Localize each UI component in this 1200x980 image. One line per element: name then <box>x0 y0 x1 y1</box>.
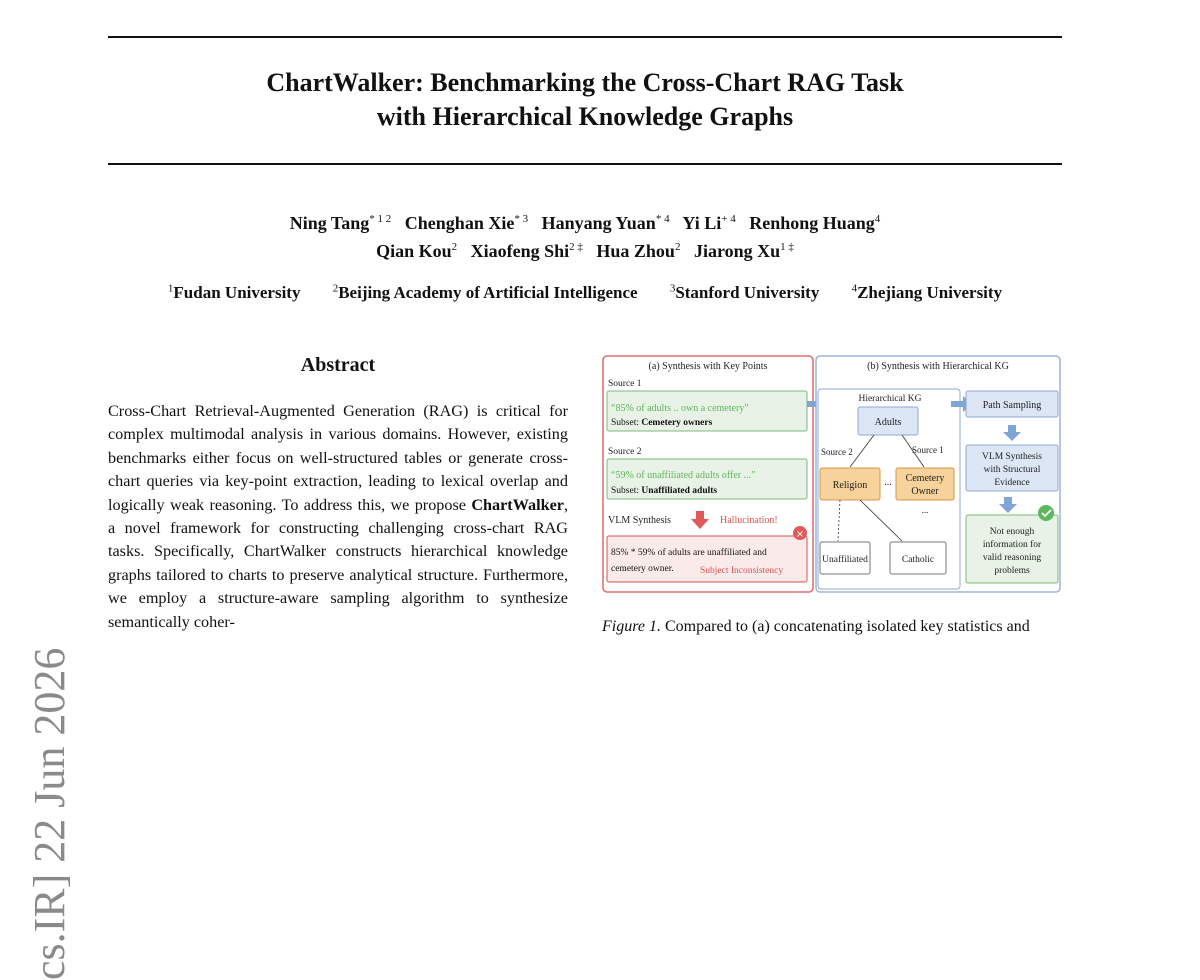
author: Yi Li <box>682 213 722 233</box>
author-marks: 1 ‡ <box>780 241 794 253</box>
affiliation <box>852 283 1002 302</box>
author-list <box>108 207 1062 263</box>
kg-title: Hierarchical KG <box>858 394 922 404</box>
source-2-label: Source 2 <box>608 447 642 457</box>
error-icon-glyph: × <box>795 529 805 540</box>
result-b-line-4: problems <box>994 566 1030 576</box>
subset-label: Subset: <box>611 418 642 428</box>
affiliation <box>333 283 638 302</box>
author-marks: * 1 2 <box>369 213 392 225</box>
figure-1 <box>602 355 1062 595</box>
source-2-subset <box>611 486 717 496</box>
source-2-quote: “59% of unaffiliated adults offer ...” <box>611 470 756 481</box>
panel-b-title: (b) Synthesis with Hierarchical KG <box>867 361 1009 372</box>
vlm-synthesis-label: VLM Synthesis <box>608 515 672 526</box>
subset-label: Subset: <box>611 486 642 496</box>
top-rule <box>108 36 1062 38</box>
author: Xiaofeng Shi <box>470 241 570 261</box>
author: Jiarong Xu <box>693 241 781 261</box>
node-ellipsis-2: ... <box>921 505 929 515</box>
result-b-line-2: information for <box>982 540 1042 550</box>
abstract-text: Cross-Chart Retrieval-Augmented Generation (RAG) is critical for complex multimodal analysis in various domains. However, existing benchmarks either focus on well-structured tables or generate cross-chart queries via key-point extraction, leading to lexical overlap and logically weak reasoning. To address this, we propose <box>108 402 568 514</box>
author-line-2 <box>108 235 1062 263</box>
author-marks: * 4 <box>655 213 670 225</box>
vlm-structural-line-1: VLM Synthesis <box>982 452 1042 462</box>
affil-name: Beijing Academy of Artificial Intelligence <box>338 282 638 302</box>
affil-name: Fudan University <box>173 282 301 302</box>
source-1-quote: “85% of adults .. own a cemetery” <box>611 403 749 414</box>
author-line-1 <box>108 207 1062 235</box>
author: Chenghan Xie <box>404 213 515 233</box>
author-marks: + 4 <box>721 213 736 225</box>
title-line-1: ChartWalker: Benchmarking the Cross-Chart RAG Task <box>266 68 904 97</box>
caption-text: Compared to (a) concatenating isolated key statistics and <box>660 618 1030 635</box>
panel-a-title: (a) Synthesis with Key Points <box>648 361 768 372</box>
node-religion-label: Religion <box>832 480 868 491</box>
source-1-subset <box>611 418 713 428</box>
caption-label: Figure 1. <box>602 618 661 635</box>
source-1-label: Source 1 <box>608 379 642 389</box>
title-line-2: with Hierarchical Knowledge Graphs <box>376 102 794 131</box>
title-bottom-rule <box>108 163 1062 165</box>
subset-value: Cemetery owners <box>641 418 713 428</box>
affiliation <box>168 283 301 302</box>
affil-name: Zhejiang University <box>857 282 1003 302</box>
author-marks: 2 ‡ <box>569 241 583 253</box>
author: Qian Kou <box>376 241 452 261</box>
subset-value: Unaffiliated adults <box>641 486 718 496</box>
result-a-line-2: cemetery owner. <box>611 564 674 574</box>
kg-source-1-label: Source 1 <box>912 445 944 455</box>
figure-caption <box>602 618 1062 636</box>
result-a-line-1: 85% * 59% of adults are unaffiliated and <box>611 548 767 558</box>
node-unaffiliated-label: Unaffiliated <box>822 555 868 565</box>
paper-title <box>108 66 1062 134</box>
abstract-body <box>108 400 568 634</box>
affil-name: Stanford University <box>675 282 820 302</box>
kg-source-2-label: Source 2 <box>821 447 853 457</box>
result-b-line-1: Not enough <box>989 527 1035 537</box>
affil-mark: 3 <box>669 282 676 294</box>
node-cemetery-label-2: Owner <box>911 486 939 497</box>
author: Ning Tang <box>289 213 370 233</box>
node-ellipsis: ... <box>884 477 892 488</box>
arxiv-stamp-text: cs.IR] 22 Jun 2026 <box>25 647 74 980</box>
author-marks: * 3 <box>514 213 529 225</box>
arxiv-stamp <box>25 320 81 980</box>
abstract-heading: Abstract <box>300 354 376 376</box>
check-icon <box>1038 505 1054 521</box>
author: Hanyang Yuan <box>541 213 656 233</box>
author-marks: 2 <box>451 241 458 253</box>
abstract-text: , a novel framework for constructing challenging cross-chart RAG tasks. Specifically, ChartWalker constructs hierarchical knowledge graphs tailored to charts to preserve analytical structure. Furthermore, we employ a structure-aware sampling algorithm to synthesize semantically coher- <box>108 495 568 631</box>
abstract-bold: ChartWalker <box>471 495 564 514</box>
affil-mark: 1 <box>167 282 174 294</box>
hallucination-label: Hallucination! <box>720 515 778 526</box>
affil-mark: 4 <box>851 282 858 294</box>
affil-mark: 2 <box>332 282 339 294</box>
subject-inconsistency-label: Subject Inconsistency <box>700 566 784 576</box>
author-marks: 4 <box>874 213 881 225</box>
vlm-structural-line-2: with Structural <box>983 465 1041 475</box>
path-sampling-label: Path Sampling <box>982 400 1042 411</box>
node-adults-label: Adults <box>874 417 902 428</box>
node-catholic-label: Catholic <box>901 555 935 565</box>
result-b-line-3: valid reasoning <box>982 553 1042 563</box>
affiliation <box>670 283 820 302</box>
affiliations <box>108 282 1062 303</box>
author: Hua Zhou <box>596 241 675 261</box>
vlm-structural-line-3: Evidence <box>994 478 1030 488</box>
author: Renhong Huang <box>749 213 875 233</box>
node-cemetery-label-1: Cemetery <box>905 473 945 484</box>
author-marks: 2 <box>674 241 681 253</box>
